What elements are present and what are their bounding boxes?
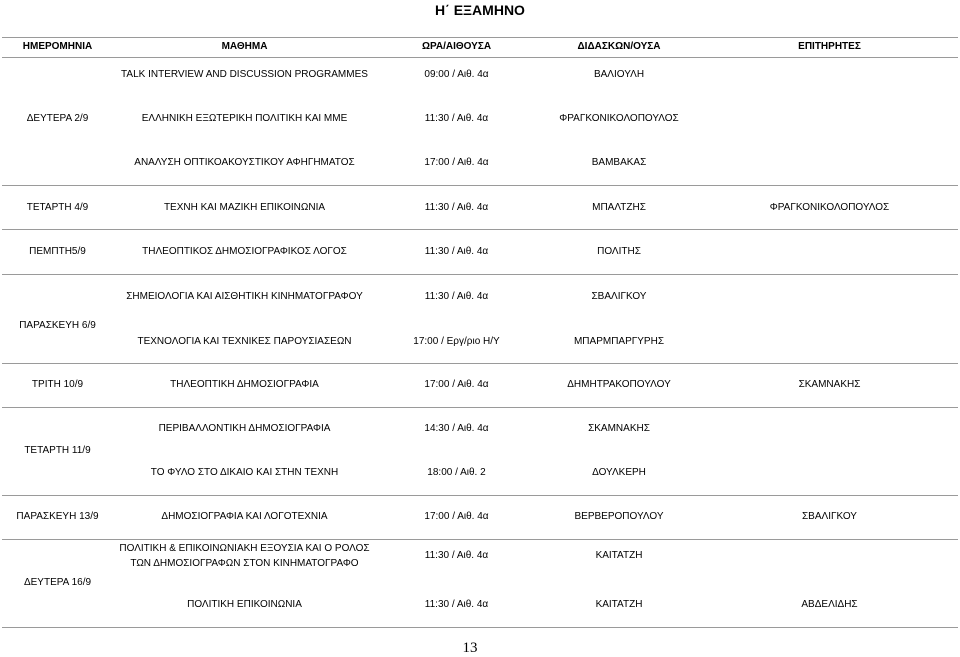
instructor-cell: ΚΑΙΤΑΤΖΗ	[595, 599, 643, 610]
course-cell: ΔΗΜΟΣΙΟΓΡΑΦΙΑ ΚΑΙ ΛΟΓΟΤΕΧΝΙΑ	[161, 511, 328, 522]
table-row	[0, 465, 960, 481]
time-room-cell: 11:30 / Αιθ. 4α	[424, 113, 489, 124]
table-row	[0, 200, 960, 216]
header-date: ΗΜΕΡΟΜΗΝΙΑ	[22, 41, 93, 52]
date-cell: ΠΑΡΑΣΚΕΥΗ 13/9	[16, 511, 99, 522]
time-room-cell: 17:00 / Αιθ. 4α	[424, 157, 489, 168]
table-row	[0, 597, 960, 613]
instructor-cell: ΒΑΜΒΑΚΑΣ	[591, 157, 647, 168]
table-rule	[2, 229, 958, 230]
time-room-cell: 11:30 / Αιθ. 4α	[424, 291, 489, 302]
table-row	[0, 334, 960, 350]
time-room-cell: 11:30 / Αιθ. 4α	[424, 246, 489, 257]
course-cell: ΣΗΜΕΙΟΛΟΓΙΑ ΚΑΙ ΑΙΣΘΗΤΙΚΗ ΚΙΝΗΜΑΤΟΓΡΑΦΟΥ	[126, 291, 363, 302]
table-row	[0, 540, 960, 572]
table-rule	[2, 37, 958, 38]
date-row	[0, 443, 960, 459]
instructor-cell: ΦΡΑΓΚΟΝΙΚΟΛΟΠΟΥΛΟΣ	[559, 113, 679, 124]
table-row	[0, 67, 960, 83]
table-header-row	[0, 39, 960, 55]
date-cell: ΤΕΤΑΡΤΗ 11/9	[24, 445, 91, 456]
header-time-room: ΩΡΑ/ΑΙΘΟΥΣΑ	[421, 41, 492, 52]
course-cell: ΠΟΛΙΤΙΚΗ ΕΠΙΚΟΙΝΩΝΙΑ	[187, 599, 302, 610]
table-rule	[2, 57, 958, 58]
time-room-cell: 18:00 / Αιθ. 2	[427, 467, 486, 478]
course-cell: ΤΗΛΕΟΠΤΙΚΗ ΔΗΜΟΣΙΟΓΡΑΦΙΑ	[170, 379, 319, 390]
table-rule	[2, 627, 958, 628]
proctors-cell: ΑΒΔΕΛΙΔΗΣ	[801, 599, 858, 610]
date-cell: ΠΕΜΠΤΗ5/9	[29, 246, 86, 257]
instructor-cell: ΚΑΙΤΑΤΖΗ	[595, 550, 643, 561]
proctors-cell: ΣΚΑΜΝΑΚΗΣ	[798, 379, 861, 390]
time-room-cell: 14:30 / Αιθ. 4α	[424, 423, 489, 434]
table-row	[0, 155, 960, 171]
header-course: ΜΑΘΗΜΑ	[221, 41, 268, 52]
time-room-cell: 09:00 / Αιθ. 4α	[424, 69, 489, 80]
table-row	[0, 421, 960, 437]
date-row	[0, 318, 960, 334]
table-rule	[2, 407, 958, 408]
time-room-cell: 11:30 / Αιθ. 4α	[424, 550, 489, 561]
date-row	[0, 575, 960, 591]
course-cell: ΤΟ ΦΥΛΟ ΣΤΟ ΔΙΚΑΙΟ ΚΑΙ ΣΤΗΝ ΤΕΧΝΗ	[150, 467, 339, 478]
time-room-cell: 17:00 / Αιθ. 4α	[424, 511, 489, 522]
table-row	[0, 509, 960, 525]
instructor-cell: ΜΠΑΛΤΖΗΣ	[592, 202, 646, 213]
course-cell: ΠΟΛΙΤΙΚΗ & ΕΠΙΚΟΙΝΩΝΙΑΚΗ ΕΞΟΥΣΙΑ ΚΑΙ Ο ΡΟΛΟΣ ΤΩΝ ΔΗΜΟΣΙΟΓΡΑΦΩΝ ΣΤΟΝ ΚΙΝΗΜΑΤΟΓΡΑΦΟ	[119, 543, 370, 569]
table-row	[0, 244, 960, 260]
instructor-cell: ΣΚΑΜΝΑΚΗΣ	[588, 423, 650, 434]
instructor-cell: ΜΠΑΡΜΠΑΡΓΥΡΗΣ	[573, 336, 665, 347]
proctors-cell: ΦΡΑΓΚΟΝΙΚΟΛΟΠΟΥΛΟΣ	[769, 202, 890, 213]
instructor-cell: ΔΟΥΛΚΕΡΗ	[592, 467, 646, 478]
header-proctors: ΕΠΙΤΗΡΗΤΕΣ	[798, 41, 861, 52]
time-room-cell: 11:30 / Αιθ. 4α	[424, 202, 489, 213]
table-row	[0, 377, 960, 393]
table-row	[0, 289, 960, 305]
date-cell: ΤΕΤΑΡΤΗ 4/9	[26, 202, 89, 213]
time-room-cell: 17:00 / Αιθ. 4α	[424, 379, 489, 390]
semester-title: Η΄ ΕΞΑΜΗΝΟ	[435, 2, 525, 18]
page-number: 13	[462, 640, 478, 656]
time-room-cell: 11:30 / Αιθ. 4α	[424, 599, 489, 610]
table-rule	[2, 495, 958, 496]
table-rule	[2, 363, 958, 364]
course-cell: ΑΝΑΛΥΣΗ ΟΠΤΙΚΟΑΚΟΥΣΤΙΚΟΥ ΑΦΗΓΗΜΑΤΟΣ	[134, 157, 355, 168]
instructor-cell: ΒΑΛΙΟΥΛΗ	[593, 69, 645, 80]
course-cell: ΠΕΡΙΒΑΛΛΟΝΤΙΚΗ ΔΗΜΟΣΙΟΓΡΑΦΙΑ	[158, 423, 331, 434]
date-cell: ΔΕΥΤΕΡΑ 16/9	[23, 577, 92, 588]
instructor-cell: ΒΕΡΒΕΡΟΠΟΥΛΟΥ	[574, 511, 664, 522]
table-rule	[2, 185, 958, 186]
course-cell: ΕΛΛΗΝΙΚΗ ΕΞΩΤΕΡΙΚΗ ΠΟΛΙΤΙΚΗ ΚΑΙ ΜΜΕ	[141, 113, 348, 124]
proctors-cell: ΣΒΑΛΙΓΚΟΥ	[802, 511, 857, 522]
header-instructor: ΔΙΔΑΣΚΩΝ/ΟΥΣΑ	[577, 41, 661, 52]
instructor-cell: ΔΗΜΗΤΡΑΚΟΠΟΥΛΟΥ	[567, 379, 671, 390]
date-cell: ΤΡΙΤΗ 10/9	[31, 379, 84, 390]
instructor-cell: ΣΒΑΛΙΓΚΟΥ	[591, 291, 647, 302]
course-cell: ΤΕΧΝΗ ΚΑΙ ΜΑΖΙΚΗ ΕΠΙΚΟΙΝΩΝΙΑ	[163, 202, 326, 213]
course-cell: ΤΗΛΕΟΠΤΙΚΟΣ ΔΗΜΟΣΙΟΓΡΑΦΙΚΟΣ ΛΟΓΟΣ	[142, 246, 347, 257]
table-rule	[2, 274, 958, 275]
instructor-cell: ΠΟΛΙΤΗΣ	[597, 246, 641, 257]
course-cell: ΤΕΧΝΟΛΟΓΙΑ ΚΑΙ ΤΕΧΝΙΚΕΣ ΠΑΡΟΥΣΙΑΣΕΩΝ	[137, 336, 352, 347]
table-row	[0, 111, 960, 127]
date-cell: ΠΑΡΑΣΚΕΥΗ 6/9	[19, 320, 96, 331]
date-cell: ΔΕΥΤΕΡΑ 2/9	[26, 113, 89, 124]
time-room-cell: 17:00 / Εργ/ριο Η/Υ	[413, 336, 500, 347]
course-cell: TALK INTERVIEW AND DISCUSSION PROGRAMMES	[121, 69, 368, 80]
